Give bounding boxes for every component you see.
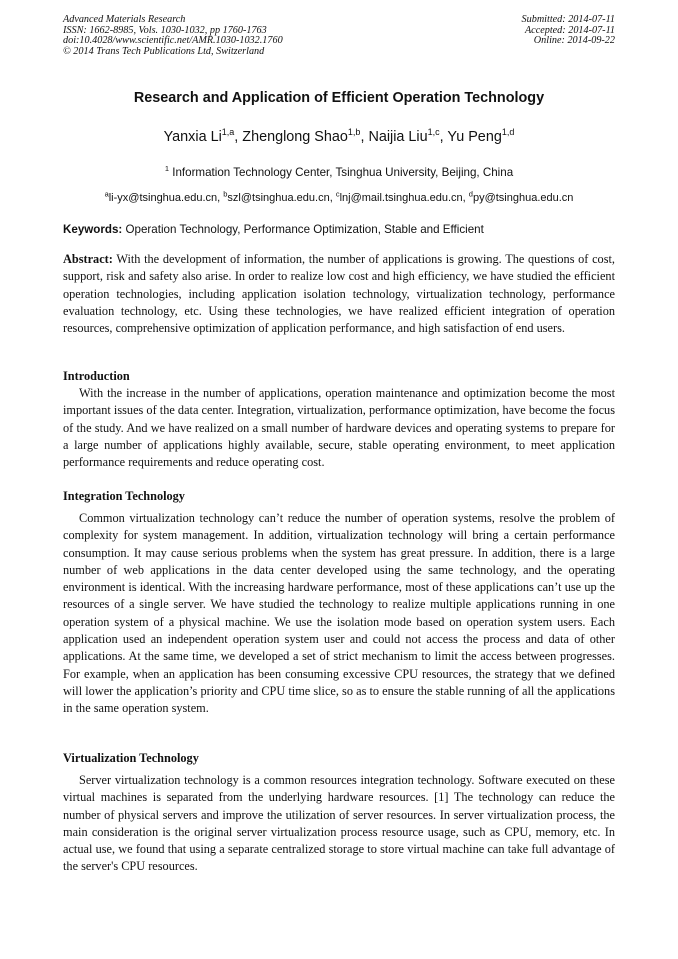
affiliation-text: Information Technology Center, Tsinghua University, Beijing, China bbox=[172, 166, 514, 179]
section-body-virtualization: Server virtualization technology is a common resources integration technology. Software executed on these virtual machines is separated from the underlying hardware resources. [1] The technology can reduce the number of physical servers and improve the utilization of server resources. In server virtualization process, the main consideration is the original server virtualization process resource usage, such as CPU, memory, etc. In actual use, we found that using a separate centralized storage to store virtual machine can take full advantage of the server's CPU resources. bbox=[63, 773, 615, 874]
author-sup: 1,b bbox=[347, 127, 361, 138]
section-body-integration: Common virtualization technology can’t reduce the number of operation systems, resolve the problem of complexity for system management. In addition, virtualization technology will bring a certain performance consumption. It may cause serious problems when the system has great pressure. In addition, there is a large number of web applications in the data center developed using the same technology, and the operating environment is identical. With the increasing hardware performance, most of these applications can’t use up the resources of a single server. We have studied the technology to realize multiple applications running in one operation system of a physical machine. We use the isolation mode based on operation system users. Each application used an independent operation system user and could not access the process and data of other applications. At the same time, we developed a set of strict mechanism to limit the access between progresses. For example, when an application has been consuming excessive CPU resources, the strategy that we defined will lower the application’s priority and CPU time slice, so as to ensure the stable running of all the applications in the same operation system. bbox=[63, 511, 615, 716]
keywords-label: Keywords: bbox=[63, 223, 123, 236]
abstract-label: Abstract: bbox=[63, 252, 113, 266]
author-sup: 1,a bbox=[221, 127, 235, 138]
copyright: © 2014 Trans Tech Publications Ltd, Switzerland bbox=[63, 45, 265, 57]
email-sup: a bbox=[104, 189, 109, 199]
author-name: Zhenglong Shao bbox=[242, 129, 348, 145]
affiliation bbox=[0, 166, 678, 179]
journal-meta bbox=[63, 15, 283, 57]
email-address[interactable]: py@tsinghua.edu.cn bbox=[472, 192, 574, 204]
journal-name: Advanced Materials Research bbox=[63, 14, 186, 25]
author-name: Yanxia Li bbox=[163, 129, 222, 145]
issn: ISSN: 1662-8985, Vols. 1030-1032, pp 1760-1763 bbox=[63, 24, 267, 36]
email-sup: c bbox=[335, 189, 340, 199]
email-address[interactable]: li-yx@tsinghua.edu.cn bbox=[108, 192, 218, 204]
abstract-text: With the development of information, the number of applications is growing. The questions of cost, support, risk and safety also arise. In order to realize low cost and high efficiency, we have studied the efficient operation technologies, including application isolation technology, virtualization technology, performance evaluation technology, etc. Using these technologies, we have realized efficient integration of operation resources, comprehensive optimization of application performance, and high satisfaction of end users. bbox=[63, 252, 615, 336]
accepted-date: Accepted: 2014-07-11 bbox=[524, 24, 615, 36]
email-list: $^a$li-yx@tsinghua.edu.cn, $^b$szl@tsinghua.edu.cn, $^c$lnj@mail.tsinghua.edu.cn, $^d$py@tsinghua.edu.cn bbox=[104, 189, 574, 204]
online-date: Online: 2014-09-22 bbox=[533, 35, 615, 47]
email-address[interactable]: szl@tsinghua.edu.cn bbox=[227, 192, 330, 204]
author-name: Naijia Liu bbox=[368, 129, 428, 145]
author-list: Yanxia Li$^{1,a}$, Zhenglong Shao$^{1,b}$, Naijia Liu$^{1,c}$, Yu Peng$^{1,d}$ bbox=[163, 127, 515, 145]
doi: doi:10.4028/www.scientific.net/AMR.1030-1032.1760 bbox=[63, 35, 283, 47]
author-sup: 1,d bbox=[501, 127, 515, 138]
email-sup: d bbox=[468, 189, 473, 199]
submitted-date: Submitted: 2014-07-11 bbox=[521, 14, 615, 25]
keywords bbox=[63, 223, 484, 236]
section-body-introduction: With the increase in the number of applications, operation maintenance and optimization become the most important issues of the data center. Integration, virtualization, performance optimization, have become the focus of the study. And we have realized on a small number of hardware devices and operating systems to prepare for a large number of applications highly available, secure, stable operating environment, to meet application performance requirements and reduce operating cost. bbox=[63, 386, 615, 470]
email-address[interactable]: lnj@mail.tsinghua.edu.cn bbox=[339, 192, 463, 204]
keywords-text: Operation Technology, Performance Optimization, Stable and Efficient bbox=[125, 223, 484, 236]
affiliation-sup: 1 bbox=[164, 164, 169, 174]
email-sup: b bbox=[223, 189, 228, 199]
paper-title: Research and Application of Efficient Operation Technology bbox=[133, 90, 545, 106]
author-name: Yu Peng bbox=[447, 129, 502, 145]
section-heading-introduction: Introduction bbox=[63, 369, 130, 383]
abstract bbox=[63, 251, 615, 337]
author-sup: 1,c bbox=[427, 127, 440, 138]
section-heading-integration: Integration Technology bbox=[63, 489, 185, 503]
section-heading-virtualization: Virtualization Technology bbox=[63, 751, 199, 765]
date-meta bbox=[522, 15, 615, 47]
